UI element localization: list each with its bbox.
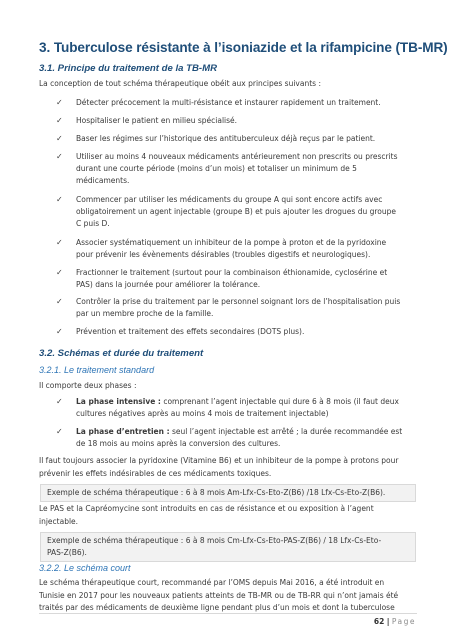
check-mark-icon: ✓ (56, 397, 63, 406)
subsection-title-principe: 3.1. Principe du traitement de la TB-MR (39, 63, 218, 74)
page-number: 62 (373, 617, 385, 626)
check-mark-icon: ✓ (56, 238, 63, 247)
footer-separator: | (386, 617, 390, 626)
principles-intro: La conception de tout schéma thérapeutique obéit aux principes suivants : (39, 79, 321, 88)
page-footer (374, 617, 416, 626)
document-page: 3. Tuberculose résistante à l’isoniazide et la rifampicine (TB-MR) 3.1. Principe du traitement de la TB-MR La conception de tout schéma thérapeutique obéit aux principes suivants : ✓ Détecter précocement la multi-résistance et instaurer rapidement un traitement. ✓ Hospitaliser le patient en milieu spécialisé. ✓ Baser les régimes sur l’historique des antituberculeux déjà reçus par le patient. ✓ Utiliser au moins 4 nouveaux médicaments antérieurement non prescrits ou prescrits durant une courte période (moins d’un mois) et totaliser un minimum de 5 médicaments. ✓ Commencer par utiliser les médicaments du groupe A qui sont encore actifs avec obligatoirement un agent injectable (groupe B) et puis ajouter les drogues du groupe C puis D. ✓ Associer systématiquement un inhibiteur de la pompe à proton et de la pyridoxine pour prévenir les évènements désirables (troubles digestifs et neurologiques). ✓ Fractionner le traitement (surtout pour la combinaison éthionamide, cyclosérine et PAS) dans la journée pour améliorer la tolérance. ✓ Contrôler la prise du traitement par le personnel soignant lors de l’hospitalisation puis par un membre proche de la famille. ✓ Prévention et traitement des effets secondaires (DOTS plus). 3.2. Schémas et durée du traitement 3.2.1. Le traitement standard Il comporte deux phases : ✓ La phase intensive : comprenant l’agent injectable qui dure 6 à 8 mois (il faut deux cultures négatives après au moins 4 mois de traitement injectable) ✓ La phase d’entretien : seul l’agent injectable est arrêté ; la durée recommandée est de 18 mois au moins après la conversion des cultures. Il faut toujours associer la pyridoxine (Vitamine B6) et un inhibiteur de la pompe à protons pour prévenir les effets indésirables de ces médicaments toxiques. Exemple de schéma thérapeutique : 6 à 8 mois Am-Lfx-Cs-Eto-Z(B6) /18 Lfx-Cs-Eto-Z(B6). Le PAS et la Capréomycine sont introduits en cas de résistance et ou exposition à l’agent injectable. Exemple de schéma thérapeutique : 6 à 8 mois Cm-Lfx-Cs-Eto-PAS-Z(B6) / 18 Lfx-Cs-Eto- PAS-Z(B6). 3.2.2. Le schéma court Le schéma thérapeutique court, recommandé par l’OMS depuis Mai 2016, a été introduit en Tunisie en 2017 pour les nouveaux patients atteints de TB-MR ou de TB-RR qui n’ont jamais été traités par des médicaments de deuxième ligne pendant plus d’un mois et dont la tuberculose 62 | Page (39, 40, 448, 626)
check-mark-icon: ✓ (56, 98, 63, 107)
subsection-title-court: 3.2.2. Le schéma court (39, 563, 131, 573)
court-paragraph: Le schéma thérapeutique court, recommandé par l’OMS depuis Mai 2016, a été introduit en Tunisie en 2017 pour les nouveaux patients atteints de TB-MR ou de TB-RR qui n’ont jamais été traités par des médicaments de deuxième ligne pendant plus d’un mois et dont la tuberculose (39, 578, 399, 612)
example-box: Exemple de schéma thérapeutique : 6 à 8 mois Cm-Lfx-Cs-Eto-PAS-Z(B6) / 18 Lfx-Cs-Eto- PAS-Z(B6). (40, 532, 416, 562)
page-label: Page (391, 617, 416, 626)
pyridoxine-paragraph: Il faut toujours associer la pyridoxine (Vitamine B6) et un inhibiteur de la pompe à protons pour prévenir les effets indésirables de ces médicaments toxiques. (39, 456, 399, 478)
example-box: Exemple de schéma thérapeutique : 6 à 8 mois Am-Lfx-Cs-Eto-Z(B6) /18 Lfx-Cs-Eto-Z(B6). (40, 484, 416, 502)
phase-label: La phase d’entretien : (76, 427, 170, 436)
check-mark-icon: ✓ (56, 195, 63, 204)
check-mark-icon: ✓ (56, 327, 63, 336)
phases-intro: Il comporte deux phases : (39, 381, 137, 390)
pas-paragraph: Le PAS et la Capréomycine sont introduits en cas de résistance et ou exposition à l’agent injectable. (39, 504, 374, 526)
footer-divider (39, 613, 417, 614)
check-mark-icon: ✓ (56, 297, 63, 306)
subsection-title-schemas: 3.2. Schémas et durée du traitement (39, 348, 204, 359)
check-mark-icon: ✓ (56, 427, 63, 436)
phase-label: La phase intensive : (76, 397, 161, 406)
section-title: 3. Tuberculose résistante à l’isoniazide et la rifampicine (TB-MR) (39, 40, 448, 55)
check-mark-icon: ✓ (56, 116, 63, 125)
check-mark-icon: ✓ (56, 152, 63, 161)
check-mark-icon: ✓ (56, 134, 63, 143)
check-mark-icon: ✓ (56, 268, 63, 277)
subsection-title-standard: 3.2.1. Le traitement standard (39, 365, 155, 375)
